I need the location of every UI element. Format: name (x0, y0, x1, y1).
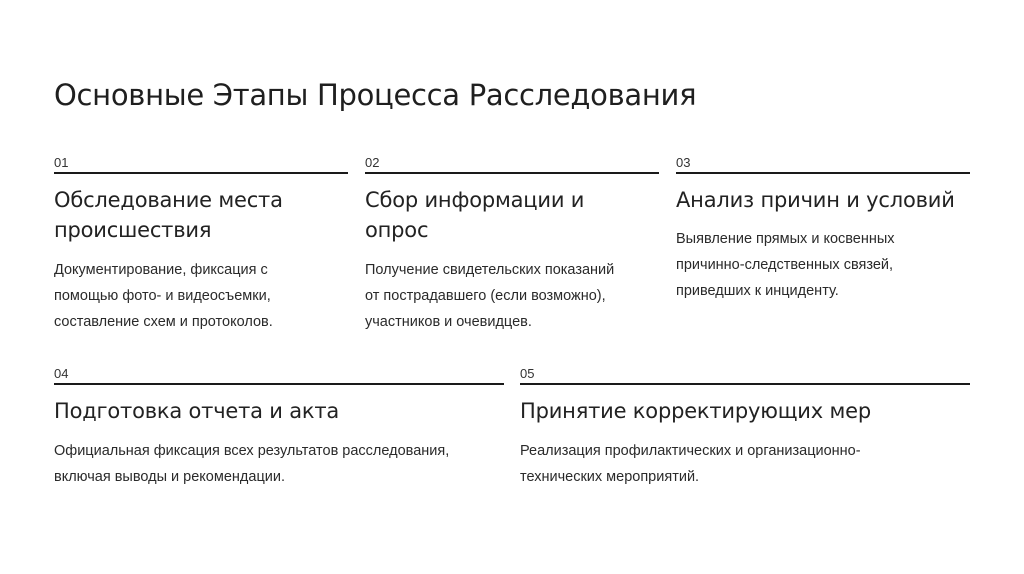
step-heading-line: Подготовка отчета и акта (54, 399, 340, 423)
step-description-line: Получение свидетельских показаний (365, 262, 615, 278)
step-number: 01 (54, 155, 69, 170)
step-description-line: от пострадавшего (если возможно), (365, 288, 606, 304)
step-number: 03 (676, 155, 691, 170)
step-description (54, 257, 348, 335)
step-description-line: причинно-следственных связей, (676, 257, 894, 273)
step-description-line: приведших к инциденту. (676, 283, 839, 299)
step-description-line: Реализация профилактических и организационно- (520, 443, 861, 459)
step-heading-line: Сбор информации и (365, 188, 585, 212)
step-heading (365, 185, 659, 245)
step-description (54, 438, 504, 490)
step-heading-line: происшествия (54, 218, 212, 242)
step-description-line: помощью фото- и видеосъемки, (54, 288, 271, 304)
step-heading-line: опрос (365, 218, 429, 242)
step-heading-line: Обследование места (54, 188, 283, 212)
step-card (54, 154, 348, 335)
step-heading-line: Анализ причин и условий (676, 188, 955, 212)
step-description-line: участников и очевидцев. (365, 314, 532, 330)
step-heading (676, 185, 970, 215)
step-divider (365, 172, 659, 174)
step-description-line: Документирование, фиксация с (54, 262, 268, 278)
step-heading (520, 396, 970, 426)
step-heading (54, 185, 348, 245)
step-heading (54, 396, 504, 426)
step-divider (54, 172, 348, 174)
step-description (676, 226, 970, 304)
step-description-line: технических мероприятий. (520, 469, 700, 485)
step-divider (520, 383, 970, 385)
step-description-line: включая выводы и рекомендации. (54, 469, 285, 485)
step-divider (676, 172, 970, 174)
step-card (54, 365, 504, 490)
step-description (520, 438, 970, 490)
step-number: 02 (365, 155, 380, 170)
step-description-line: составление схем и протоколов. (54, 314, 273, 330)
step-number: 04 (54, 366, 69, 381)
step-description-line: Выявление прямых и косвенных (676, 231, 895, 247)
step-divider (54, 383, 504, 385)
step-card (520, 365, 970, 490)
step-description-line: Официальная фиксация всех результатов расследования, (54, 443, 450, 459)
step-card (676, 154, 970, 304)
step-card (365, 154, 659, 335)
step-description (365, 257, 659, 335)
page-title: Основные Этапы Процесса Расследования (54, 78, 697, 112)
step-number: 05 (520, 366, 535, 381)
step-heading-line: Принятие корректирующих мер (520, 399, 871, 423)
